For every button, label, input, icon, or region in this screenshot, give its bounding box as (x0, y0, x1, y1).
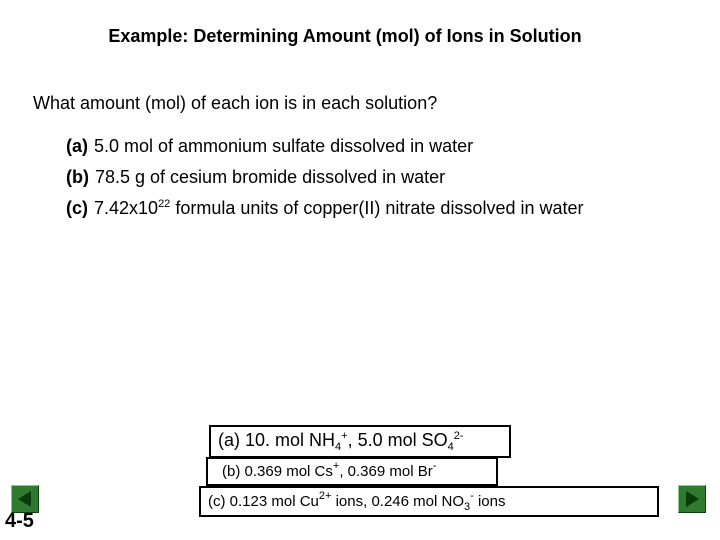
triangle-right-icon (679, 486, 705, 512)
answer-charge: + (341, 430, 348, 442)
answer-subscript: 4 (447, 441, 454, 453)
list-item-c (66, 198, 584, 219)
triangle-left-icon (12, 486, 38, 512)
next-slide-button[interactable] (678, 485, 706, 513)
answer-text: ions, 0.246 mol NO (331, 493, 464, 510)
item-text: 78.5 g of cesium bromide dissolved in water (94, 167, 446, 187)
answer-charge: 2+ (318, 490, 332, 502)
answer-box-b (206, 457, 498, 486)
slide-number: 4-5 (5, 510, 34, 532)
answer-text: , 0.369 mol Br (339, 463, 433, 480)
item-label: (a) (66, 136, 88, 156)
list-item-a (66, 136, 473, 157)
answer-charge: + (332, 460, 340, 472)
answer-charge: 2- (453, 430, 464, 442)
answer-text: (a) 10. mol NH (218, 430, 336, 450)
item-exponent: 22 (158, 198, 171, 210)
answer-subscript: 4 (335, 441, 342, 453)
question-text: What amount (mol) of each ion is in each solution? (33, 93, 438, 113)
item-text-pre: 7.42x10 (94, 198, 159, 218)
answer-text: ions (473, 493, 506, 510)
answer-charge: - (470, 490, 474, 502)
item-label: (c) (66, 198, 88, 218)
item-label: (b) (66, 167, 89, 187)
answer-subscript: 3 (463, 501, 471, 513)
answer-text: , 5.0 mol SO (347, 430, 448, 450)
page-title: Example: Determining Amount (mol) of Ions in Solution (108, 26, 582, 46)
answer-box-c (199, 486, 659, 517)
previous-slide-button[interactable] (11, 485, 39, 513)
answer-charge: - (432, 460, 437, 472)
list-item-b (66, 167, 445, 188)
item-text: 5.0 mol of ammonium sulfate dissolved in water (94, 136, 474, 156)
answer-box-a (209, 425, 511, 458)
answer-text: (c) 0.123 mol Cu (208, 493, 319, 510)
item-text-post: formula units of copper(II) nitrate dissolved in water (170, 198, 584, 218)
answer-text: (b) 0.369 mol Cs (222, 463, 333, 480)
